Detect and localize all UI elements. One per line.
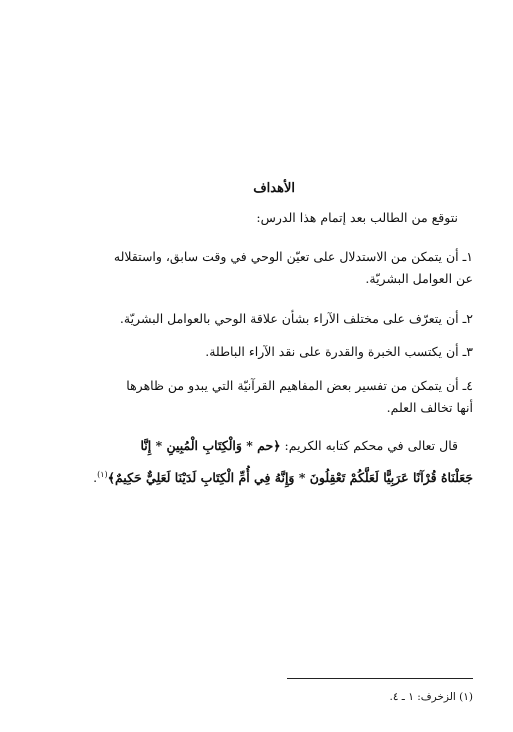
quran-quote-line-2 — [93, 466, 473, 487]
objective-3: ٣ـ أن يكتسب الخبرة والقدرة على نقد الآراء الباطلة. — [205, 344, 473, 359]
footnote-text: (١) الزخرف: ١ ـ ٤. — [389, 691, 473, 703]
section-heading: الأهداف — [253, 181, 295, 196]
verse-part-1: ﴿حم * وَالْكِتَابِ الْمُبِينِ * إِنَّا — [140, 438, 281, 453]
intro-line: نتوقع من الطالب بعد إتمام هذا الدرس: — [256, 210, 458, 225]
objective-1-line-1: ١ـ أن يتمكن من الاستدلال على تعيّن الوحي في وقت سابق، واستقلاله — [113, 249, 473, 264]
objective-4-line-2: أنها تخالف العلم. — [386, 400, 473, 415]
quran-quote-line-1 — [140, 437, 458, 455]
quote-end: . — [93, 470, 98, 486]
verse-part-2: جَعَلْنَاهُ قُرْآنًا عَرَبِيًّا لَعَلَّكُمْ تَعْقِلُونَ * وَإِنَّهُ فِي أُمِّ الْكِتَابِ لَدَيْنَا لَعَلِيٌّ حَكِيمٌ﴾ — [107, 470, 473, 486]
objective-2: ٢ـ أن يتعرّف على مختلف الآراء بشأن علاقة الوحي بالعوامل البشريّة. — [119, 311, 473, 326]
footnote-reference: (١) — [97, 470, 108, 479]
quote-intro: قال تعالى في محكم كتابه الكريم: — [280, 438, 458, 453]
footnote-separator — [287, 678, 473, 679]
objective-4-line-1: ٤ـ أن يتمكن من تفسير بعض المفاهيم القرآنيّة التي يبدو من ظاهرها — [126, 378, 473, 393]
objective-1-line-2: عن العوامل البشريّة. — [365, 271, 473, 286]
